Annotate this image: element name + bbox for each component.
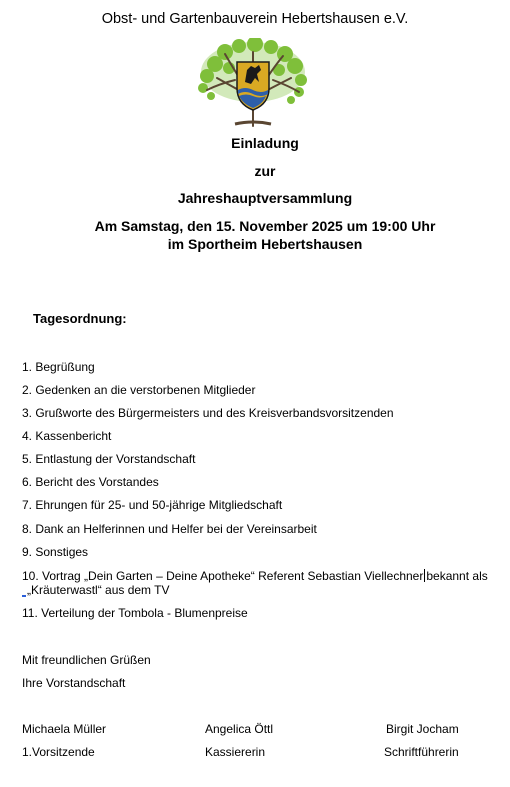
tree-with-coat-of-arms-icon [195,38,311,130]
agenda-item-10-text-line2: „Kräuterwastl“ aus dem TV [27,583,170,597]
invitation-heading: Einladung [231,135,299,151]
organization-name: Obst- und Gartenbauverein Hebertshausen e.V. [101,11,409,27]
invitation-subheading: zur [254,163,276,179]
signature-role-secretary: Schriftführerin [384,745,459,759]
agenda-item: 1. Begrüßung [22,360,95,374]
signature-name-chair: Michaela Müller [22,722,107,736]
agenda-item-10-text: 10. Vortrag „Dein Garten – Deine Apotheke“ Referent Sebastian Viellechner [22,569,424,583]
agenda-item: 7. Ehrungen für 25- und 50-jährige Mitgliedschaft [22,498,283,512]
agenda-item-10-text-continued: bekannt als [426,569,488,583]
signature-name-secretary: Birgit Jocham [386,722,459,736]
agenda-item-10 [22,569,492,597]
club-logo [195,38,311,130]
agenda-item: 8. Dank an Helferinnen und Helfer bei der Vereinsarbeit [22,522,317,536]
agenda-title: Tagesordnung: [33,311,127,326]
agenda-item: 11. Verteilung der Tombola - Blumenpreise [22,606,248,620]
closing-greeting: Mit freundlichen Grüßen [22,653,151,667]
agenda-item: 9. Sonstiges [22,545,89,559]
meeting-location: im Sportheim Hebertshausen [167,236,363,252]
meeting-date: Am Samstag, den 15. November 2025 um 19:00 Uhr [94,218,436,234]
signature-role-treasurer: Kassiererin [205,745,266,759]
signature-role-chair: 1.Vorsitzende [22,745,95,759]
agenda-item: 2. Gedenken an die verstorbenen Mitglieder [22,383,256,397]
edit-marker-icon [22,595,26,597]
meeting-title: Jahreshauptversammlung [177,190,353,206]
agenda-item: 6. Bericht des Vorstandes [22,475,159,489]
closing-sender: Ihre Vorstandschaft [22,676,126,690]
signature-name-treasurer: Angelica Öttl [205,722,274,736]
agenda-item: 4. Kassenbericht [22,429,112,443]
agenda-item: 5. Entlastung der Vorstandschaft [22,452,196,466]
agenda-item: 3. Grußworte des Bürgermeisters und des Kreisverbandsvorsitzenden [22,406,394,420]
